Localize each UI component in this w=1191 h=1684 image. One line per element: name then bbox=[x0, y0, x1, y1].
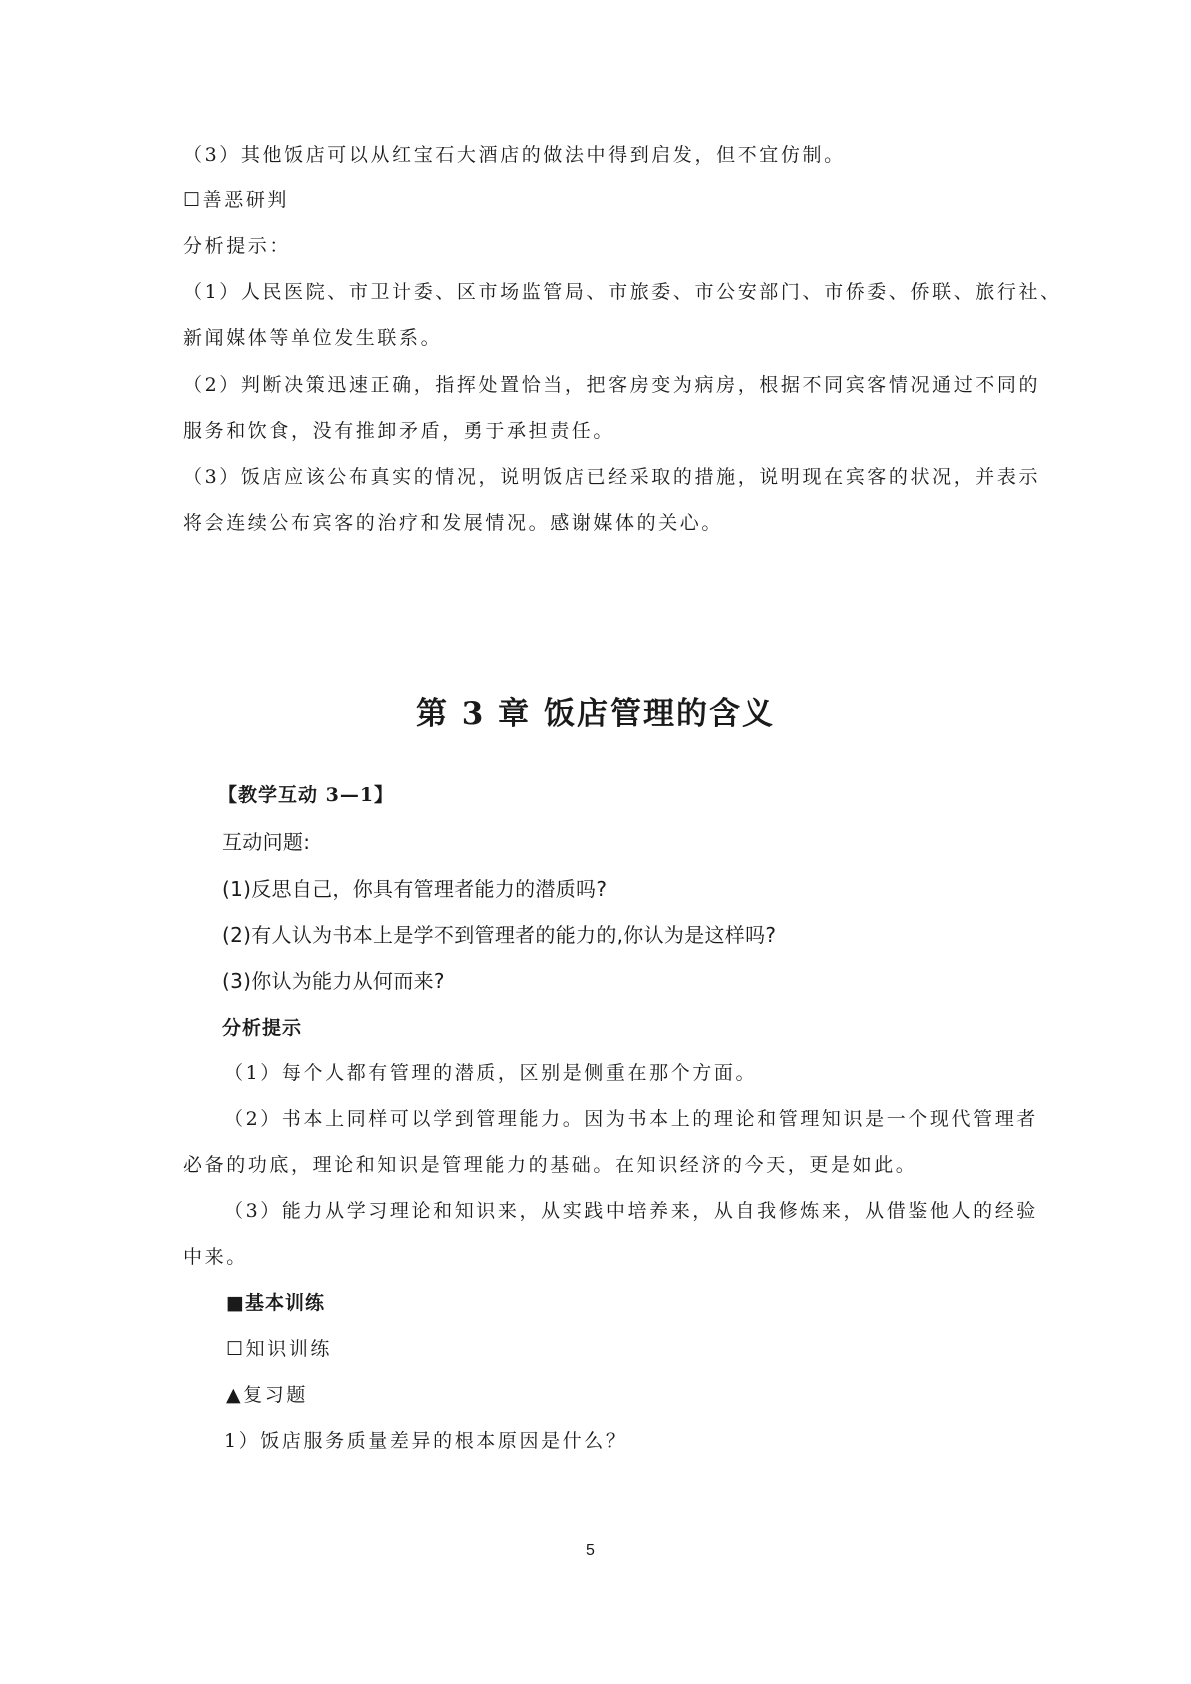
analysis-item-3-line-2: 将会连续公布宾客的治疗和发展情况。感谢媒体的关心。 bbox=[183, 512, 724, 534]
interaction-answer-2-line-1: （2）书本上同样可以学到管理能力。因为书本上的理论和管理知识是一个现代管理者 bbox=[224, 1108, 1038, 1130]
interaction-answer-2-line-2: 必备的功底，理论和知识是管理能力的基础。在知识经济的今天，更是如此。 bbox=[183, 1154, 918, 1176]
interaction-question-1: (1)反思自己，你具有管理者能力的潜质吗? bbox=[222, 877, 608, 901]
review-question-1: 1）饭店服务质量差异的根本原因是什么？ bbox=[224, 1430, 628, 1452]
interaction-answer-1: （1）每个人都有管理的潜质，区别是侧重在那个方面。 bbox=[224, 1062, 758, 1084]
chapter-title: 第 3 章 饭店管理的含义 bbox=[416, 696, 775, 732]
interaction-question-label: 互动问题: bbox=[222, 830, 311, 854]
analysis-item-3-line-1: （3）饭店应该公布真实的情况，说明饭店已经采取的措施，说明现在宾客的状况，并表示 bbox=[183, 466, 1041, 488]
knowledge-training-heading: ☐知识训练 bbox=[226, 1338, 333, 1360]
interaction-analysis-heading: 分析提示 bbox=[222, 1017, 303, 1039]
analysis-item-1-line-2: 新闻媒体等单位发生联系。 bbox=[183, 327, 443, 349]
review-questions-heading: ▲复习题 bbox=[226, 1384, 309, 1406]
interaction-heading: 【教学互动 3—1】 bbox=[218, 784, 395, 806]
analysis-item-1-line-1: （1）人民医院、市卫计委、区市场监管局、市旅委、市公安部门、市侨委、侨联、旅行社、 bbox=[183, 281, 1062, 303]
case-point-3: （3）其他饭店可以从红宝石大酒店的做法中得到启发，但不宜仿制。 bbox=[183, 144, 846, 166]
analysis-label: 分析提示： bbox=[183, 235, 292, 257]
analysis-item-2-line-1: （2）判断决策迅速正确，指挥处置恰当，把客房变为病房，根据不同宾客情况通过不同的 bbox=[183, 374, 1041, 396]
analysis-item-2-line-2: 服务和饮食，没有推卸矛盾，勇于承担责任。 bbox=[183, 420, 616, 442]
interaction-question-2: (2)有人认为书本上是学不到管理者的能力的,你认为是这样吗? bbox=[222, 923, 777, 947]
interaction-question-3: (3)你认为能力从何而来? bbox=[222, 969, 445, 993]
ethics-heading: ☐善恶研判 bbox=[183, 189, 290, 211]
interaction-answer-3-line-1: （3）能力从学习理论和知识来，从实践中培养来，从自我修炼来，从借鉴他人的经验 bbox=[224, 1200, 1038, 1222]
interaction-answer-3-line-2: 中来。 bbox=[183, 1246, 248, 1268]
training-heading: ■基本训练 bbox=[226, 1292, 325, 1314]
page-number: 5 bbox=[586, 1542, 595, 1559]
